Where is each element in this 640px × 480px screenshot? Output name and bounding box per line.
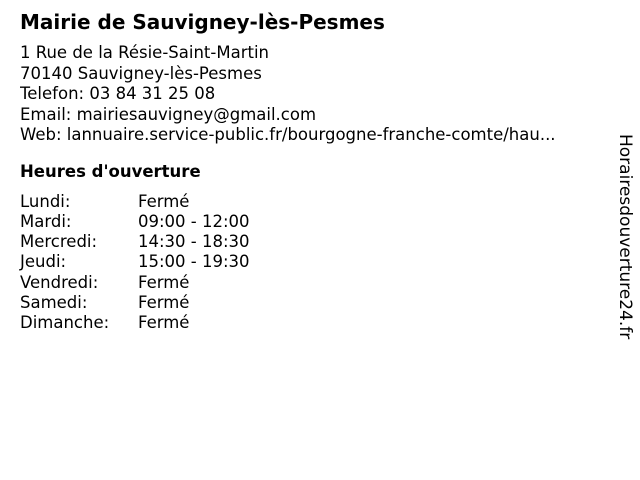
- day-hours: 15:00 - 19:30: [138, 252, 250, 272]
- day-label: Lundi:: [20, 191, 71, 211]
- day-label: Jeudi:: [20, 252, 67, 272]
- day-label: Samedi:: [20, 292, 88, 312]
- day-hours: 14:30 - 18:30: [138, 232, 250, 252]
- hours-heading: Heures d'ouverture: [20, 161, 201, 181]
- hours-row-tuesday: [20, 212, 250, 232]
- page-title: Mairie de Sauvigney-lès-Pesmes: [20, 10, 385, 34]
- day-hours: Fermé: [138, 272, 190, 292]
- hours-row-thursday: [20, 252, 250, 272]
- hours-row-saturday: [20, 293, 250, 313]
- day-hours: Fermé: [138, 191, 190, 211]
- business-card: [20, 10, 610, 334]
- hours-row-friday: [20, 273, 250, 293]
- day-hours: 09:00 - 12:00: [138, 211, 250, 231]
- day-label: Vendredi:: [20, 272, 99, 292]
- email-address: Email: mairiesauvigney@gmail.com: [20, 104, 317, 124]
- hours-row-wednesday: [20, 232, 250, 252]
- opening-hours-table: [20, 192, 250, 334]
- phone-number: Telefon: 03 84 31 25 08: [20, 84, 216, 103]
- street-address: 1 Rue de la Résie-Saint-Martin: [20, 43, 269, 62]
- day-label: Dimanche:: [20, 313, 110, 333]
- city-address: 70140 Sauvigney-lès-Pesmes: [20, 63, 262, 83]
- day-label: Mercredi:: [20, 232, 98, 252]
- address-block: [20, 43, 610, 146]
- day-hours: Fermé: [138, 313, 190, 333]
- website-link[interactable]: Web: lannuaire.service-public.fr/bourgogne-franche-comte/hau...: [20, 125, 556, 144]
- day-hours: Fermé: [138, 292, 190, 312]
- site-watermark: Horairesdouverture24.fr: [615, 134, 635, 340]
- day-label: Mardi:: [20, 211, 72, 231]
- hours-row-monday: [20, 192, 250, 212]
- hours-row-sunday: [20, 313, 250, 333]
